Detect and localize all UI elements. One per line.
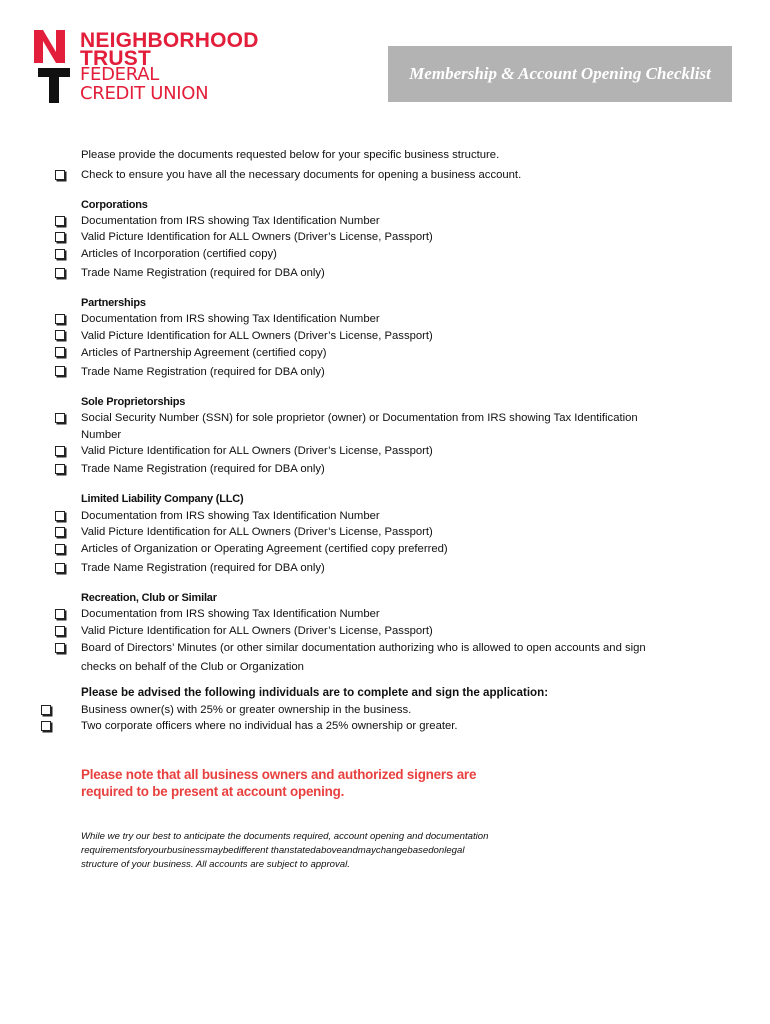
checklist-item: Social Security Number (SSN) for sole proprietor (owner) or Documentation from IRS showing Tax Identification xyxy=(81,412,638,424)
checklist-item: Documentation from IRS showing Tax Identification Number xyxy=(81,608,380,620)
checkbox[interactable] xyxy=(55,544,65,554)
checkbox[interactable] xyxy=(55,170,65,180)
checkbox[interactable] xyxy=(55,464,65,474)
checklist-item: Trade Name Registration (required for DBA only) xyxy=(81,463,325,475)
checklist-item: Articles of Partnership Agreement (certified copy) xyxy=(81,347,327,359)
checkbox[interactable] xyxy=(55,413,65,423)
nt-logo-mark-icon xyxy=(34,30,74,103)
logo-line-2: TRUST xyxy=(80,47,151,70)
checklist-item: Documentation from IRS showing Tax Identification Number xyxy=(81,215,380,227)
checkbox[interactable] xyxy=(55,216,65,226)
intro-check-text: Check to ensure you have all the necessary documents for opening a business account. xyxy=(81,169,522,181)
section-heading-sole-proprietorships: Sole Proprietorships xyxy=(81,396,186,408)
checklist-item-continued: checks on behalf of the Club or Organization xyxy=(81,661,304,673)
checklist-item: Valid Picture Identification for ALL Owners (Driver’s License, Passport) xyxy=(81,330,433,342)
checkbox[interactable] xyxy=(55,446,65,456)
checklist-item: Trade Name Registration (required for DBA only) xyxy=(81,562,325,574)
title-banner xyxy=(388,46,732,102)
checkbox[interactable] xyxy=(41,705,51,715)
advise-heading: Please be advised the following individuals are to complete and sign the application: xyxy=(81,686,549,699)
section-heading-corporations: Corporations xyxy=(81,199,148,211)
checkbox[interactable] xyxy=(55,643,65,653)
disclaimer-line-1: While we try our best to anticipate the documents required, account opening and documentation xyxy=(81,831,489,842)
disclaimer xyxy=(81,830,488,872)
advise-item: Business owner(s) with 25% or greater ownership in the business. xyxy=(81,704,412,716)
checkbox[interactable] xyxy=(55,232,65,242)
logo-wordmark xyxy=(80,30,259,104)
checklist-item: Trade Name Registration (required for DBA only) xyxy=(81,366,325,378)
checkbox[interactable] xyxy=(55,626,65,636)
checkbox[interactable] xyxy=(41,721,51,731)
checklist-item: Valid Picture Identification for ALL Owners (Driver’s License, Passport) xyxy=(81,231,433,243)
checkbox[interactable] xyxy=(55,268,65,278)
section-heading-llc: Limited Liability Company (LLC) xyxy=(81,493,244,505)
logo-line-4: CREDIT UNION xyxy=(80,83,209,104)
checklist-item: Board of Directors’ Minutes (or other similar documentation authorizing who is allowed to open accounts and sign xyxy=(81,642,646,654)
disclaimer-line-2: requirementsforyourbusinessmaybedifferent thanstatedaboveandmaychangebasedonlegal xyxy=(81,845,465,856)
advise-item: Two corporate officers where no individual has a 25% ownership or greater. xyxy=(81,720,458,732)
checklist-item: Trade Name Registration (required for DBA only) xyxy=(81,267,325,279)
checklist-item: Documentation from IRS showing Tax Identification Number xyxy=(81,313,380,325)
checkbox[interactable] xyxy=(55,527,65,537)
checkbox[interactable] xyxy=(55,347,65,357)
checklist-item: Articles of Organization or Operating Agreement (certified copy preferred) xyxy=(81,543,448,555)
page-title: Membership & Account Opening Checklist xyxy=(409,64,711,83)
checklist-item: Valid Picture Identification for ALL Owners (Driver’s License, Passport) xyxy=(81,445,433,457)
owners-present-notice xyxy=(81,766,476,800)
section-heading-recreation: Recreation, Club or Similar xyxy=(81,592,217,604)
checkbox[interactable] xyxy=(55,563,65,573)
checklist-item: Articles of Incorporation (certified copy) xyxy=(81,248,277,260)
checklist-item: Documentation from IRS showing Tax Identification Number xyxy=(81,510,380,522)
checklist-item: Valid Picture Identification for ALL Owners (Driver’s License, Passport) xyxy=(81,526,433,538)
disclaimer-line-3: structure of your business. All accounts are subject to approval. xyxy=(81,859,350,870)
checklist-item-continued: Number xyxy=(81,429,122,441)
credit-union-logo xyxy=(34,30,274,105)
checkbox[interactable] xyxy=(55,366,65,376)
intro-text: Please provide the documents requested below for your specific business structure. xyxy=(81,149,500,161)
logo-line-1: NEIGHBORHOOD xyxy=(80,29,259,52)
checklist-item: Valid Picture Identification for ALL Owners (Driver’s License, Passport) xyxy=(81,625,433,637)
checkbox[interactable] xyxy=(55,314,65,324)
notice-line-1: Please note that all business owners and authorized signers are xyxy=(81,767,477,782)
notice-line-2: required to be present at account opening. xyxy=(81,784,345,799)
logo-line-3: FEDERAL xyxy=(80,64,159,85)
checkbox[interactable] xyxy=(55,330,65,340)
checkbox[interactable] xyxy=(55,511,65,521)
checkbox[interactable] xyxy=(55,249,65,259)
section-heading-partnerships: Partnerships xyxy=(81,297,146,309)
checkbox[interactable] xyxy=(55,609,65,619)
